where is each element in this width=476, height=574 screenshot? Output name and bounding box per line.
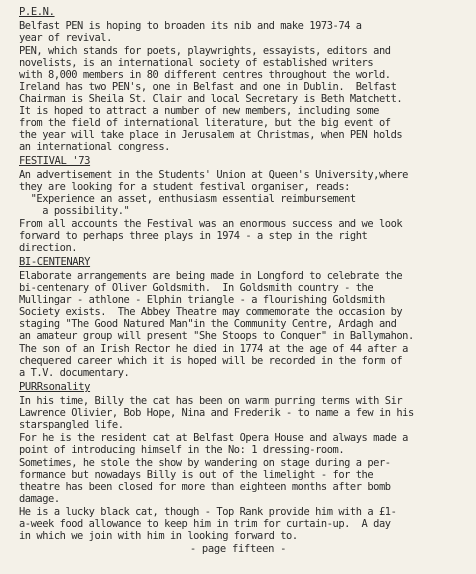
section-purrsonality xyxy=(19,381,468,542)
paragraph: The son of an Irish Rector he died in 1774 at the age of 44 after a chequered career which it is hoped will be recorded in the form of a T.V. documentary. xyxy=(19,343,408,379)
section-pen xyxy=(19,6,468,153)
section-heading: FESTIVAL '73 xyxy=(19,155,91,167)
paragraph: Sometimes, he stole the show by wandering on stage during a per- formance but nowadays Billy is out of the limelight - for the theatre has been closed for more than eighteen months after bomb damage. xyxy=(19,457,391,505)
paragraph: For he is the resident cat at Belfast Opera House and always made a point of introducing himself in the No: 1 dressing-room. xyxy=(19,432,408,456)
section-heading: BI-CENTENARY xyxy=(19,256,91,268)
paragraph: In his time, Billy the cat has been on warm purring terms with Sir Lawrence Olivier, Bob Hope, Nina and Frederik - to name a few in his starspangled life. xyxy=(19,395,414,431)
paragraph: From all accounts the Festival was an enormous success and we look forward to perhaps three plays in 1974 - a step in the right direction. xyxy=(19,218,403,254)
section-festival xyxy=(19,155,468,254)
paragraph: He is a lucky black cat, though - Top Rank provide him with a £1- a-week food allowance to keep him in trim for curtain-up. A day in which we join with him in looking forward to. xyxy=(19,506,397,542)
paragraph: An advertisement in the Students' Union at Queen's University,where they are looking for a student festival organiser, reads: "Experience an asset, enthusiasm essential reimbursement a possibility." xyxy=(19,169,408,217)
paragraph: PEN, which stands for poets, playwrights, essayists, editors and novelists, is an international society of established writers with 8,000 members in 80 different centres throughout the world. Ireland has two PEN's, one in Belfast and one in Dublin. Belfast Chairman is Sheila St. Clair and local Secretary is Beth Matchett. It is hoped to attract a number of new members, including some from the field of international literature, but the big event of the year will take place in Jerusalem at Christmas, when PEN holds an international congress. xyxy=(19,45,403,153)
section-heading: P.E.N. xyxy=(19,6,55,18)
paragraph: Belfast PEN is hoping to broaden its nib and make 1973-74 a year of revival. xyxy=(19,20,362,44)
section-bi-centenary xyxy=(19,256,468,379)
page-footer: - page fifteen - xyxy=(189,543,287,555)
section-heading: PURRsonality xyxy=(19,381,91,393)
paragraph: Elaborate arrangements are being made in Longford to celebrate the bi-centenary of Oliver Goldsmith. In Goldsmith country - the Mullingar - athlone - Elphin triangle - a flourishing Goldsmith Society exists. The Abbey Theatre may commemorate the occasion by staging "The Good Natured Man"in the Community Centre, Ardagh and an amateur group will present "She Stoops to Conquer" in Ballymahon. xyxy=(19,270,414,342)
